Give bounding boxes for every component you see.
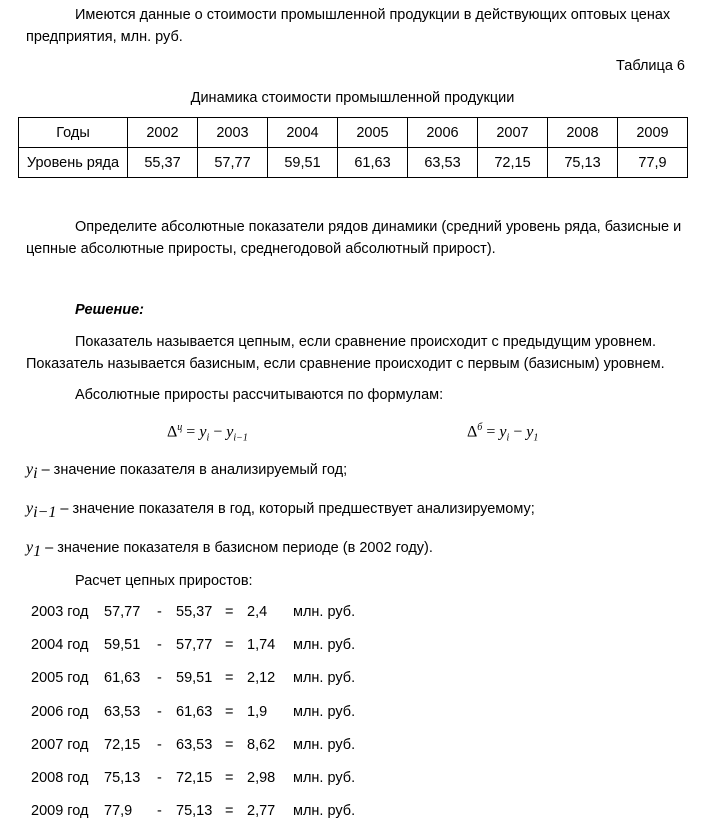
legend-line-yprev: $y_{i-1}$ – значение показателя в год, который предшествует анализируемому;: [26, 500, 535, 521]
task-paragraph: Определите абсолютные показатели рядов динамики (средний уровень ряда, базисные и цепные абсолютные приросты, среднегодовой абсолютный прирост).: [26, 219, 682, 257]
table-header-cell: 2004: [268, 118, 338, 148]
table-header-cell: 2008: [548, 118, 618, 148]
table-header-cell: 2003: [198, 118, 268, 148]
formula-chain: $\Delta^ц = y_i - y_{i-1}$: [167, 422, 248, 444]
formulas-intro: Абсолютные приросты рассчитываются по формулам:: [75, 387, 444, 403]
table-row: [19, 148, 688, 178]
legend-line-y1: $y_1$ – значение показателя в базисном периоде (в 2002 году).: [26, 539, 433, 560]
definition-paragraph: Показатель называется цепным, если сравнение происходит с предыдущим уровнем. Показатель называется базисным, если сравнение происходит с первым (базисным) уровнем.: [26, 334, 665, 372]
table-header-cell: 2006: [408, 118, 478, 148]
table-cell: 61,63: [338, 148, 408, 178]
formula-base: $\Delta^б = y_i - y_1$: [467, 422, 539, 444]
table-header-cell: 2005: [338, 118, 408, 148]
table-header-cell: 2002: [128, 118, 198, 148]
table-cell: 72,15: [478, 148, 548, 178]
table-title: Динамика стоимости промышленной продукции: [190, 90, 515, 106]
table-header-cell: Годы: [19, 118, 128, 148]
table-header-cell: 2007: [478, 118, 548, 148]
table-cell: 57,77: [198, 148, 268, 178]
legend-line-yi: $y_i$ – значение показателя в анализируемый год;: [26, 461, 348, 482]
solution-heading: Решение:: [75, 302, 145, 318]
table-header-row: [19, 118, 688, 148]
table-cell: 59,51: [268, 148, 338, 178]
table-cell: 63,53: [408, 148, 478, 178]
chain-heading: Расчет цепных приростов:: [75, 573, 253, 589]
table-cell: 55,37: [128, 148, 198, 178]
table-cell: 75,13: [548, 148, 618, 178]
table-cell: 77,9: [618, 148, 688, 178]
intro-paragraph: Имеются данные о стоимости промышленной продукции в действующих оптовых ценах предприятия, млн. руб.: [26, 7, 671, 45]
table-label: Таблица 6: [616, 58, 685, 74]
dynamics-table: [18, 117, 688, 178]
table-cell: Уровень ряда: [19, 148, 128, 178]
table-header-cell: 2009: [618, 118, 688, 148]
